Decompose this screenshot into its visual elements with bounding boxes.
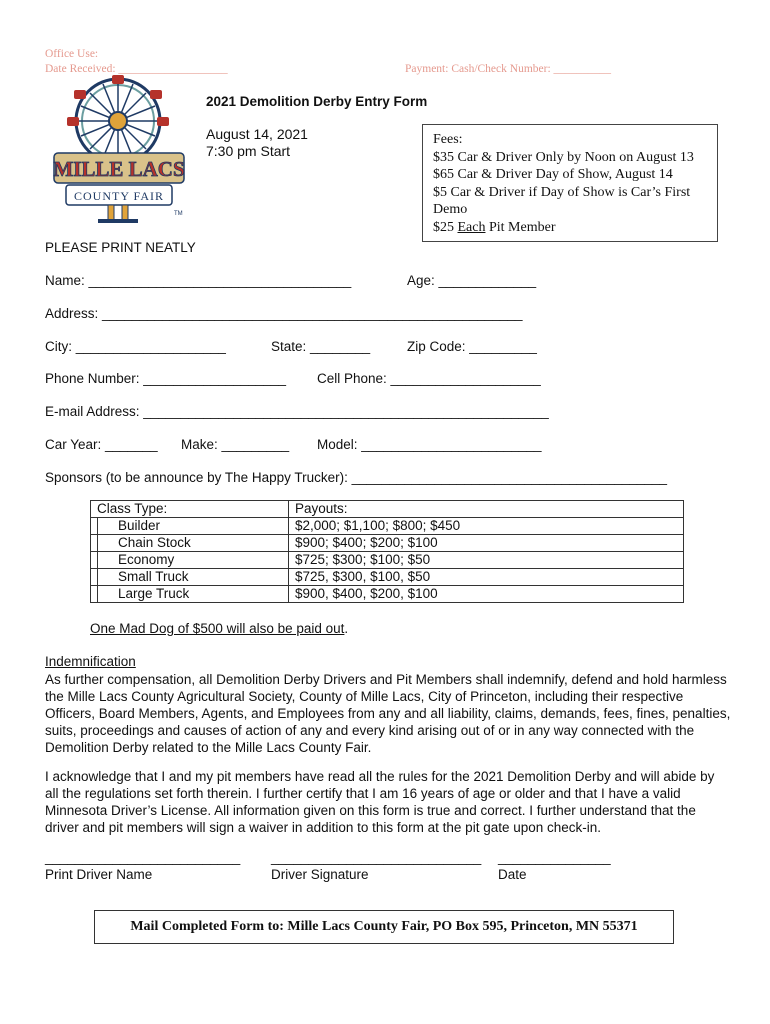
class-payout: $900; $400; $200; $100 xyxy=(289,535,684,552)
class-checkbox[interactable] xyxy=(91,535,98,552)
payment-field[interactable]: Payment: Cash/Check Number: __________ xyxy=(405,63,612,75)
name-field[interactable]: Name: ___________________________________ xyxy=(45,273,352,288)
class-name: Large Truck xyxy=(98,586,289,603)
fee-line: $5 Car & Driver if Day of Show is Car’s First xyxy=(433,184,691,200)
sponsors-field[interactable]: Sponsors (to be announce by The Happy Trucker): __________________________________________ xyxy=(45,470,668,485)
city-field[interactable]: City: ____________________ xyxy=(45,339,226,354)
car-year-field[interactable]: Car Year: _______ xyxy=(45,437,158,452)
fee-rest: Pit Member xyxy=(485,219,556,235)
fee-line: $65 Car & Driver Day of Show, August 14 xyxy=(433,167,673,182)
class-checkbox[interactable] xyxy=(91,518,98,535)
class-checkbox[interactable] xyxy=(91,552,98,569)
mad-dog-period: . xyxy=(344,621,349,636)
table-row xyxy=(91,586,684,603)
mad-dog-note xyxy=(90,621,348,636)
address-field[interactable]: Address: ________________________________________________________ xyxy=(45,306,523,321)
date-line[interactable]: _______________ xyxy=(498,850,611,865)
fee-line-pit-member xyxy=(433,219,707,237)
logo-title-text: MILLE LACS xyxy=(53,157,185,181)
print-driver-name-line[interactable]: __________________________ xyxy=(45,850,241,865)
table-row xyxy=(91,518,684,535)
logo-trademark: TM xyxy=(174,211,183,217)
table-row xyxy=(91,569,684,586)
class-payout-table xyxy=(90,500,684,603)
class-payout: $900, $400, $200, $100 xyxy=(289,586,684,603)
form-title: 2021 Demolition Derby Entry Form xyxy=(206,94,428,109)
payouts-header: Payouts: xyxy=(289,501,684,518)
email-field[interactable]: E-mail Address: ______________________________________________________ xyxy=(45,404,549,419)
mail-address-box: Mail Completed Form to: Mille Lacs County Fair, PO Box 595, Princeton, MN 55371 xyxy=(94,910,674,944)
state-field[interactable]: State: ________ xyxy=(271,339,371,354)
fee-line: Demo xyxy=(433,202,468,217)
mille-lacs-county-fair-logo xyxy=(50,75,190,227)
model-field[interactable]: Model: ________________________ xyxy=(317,437,542,452)
fee-each: Each xyxy=(457,219,486,235)
driver-signature-line[interactable]: ____________________________ xyxy=(271,850,482,865)
table-header-row xyxy=(91,501,684,518)
table-row xyxy=(91,535,684,552)
zip-code-field[interactable]: Zip Code: _________ xyxy=(407,339,537,354)
class-payout: $725; $300; $100; $50 xyxy=(289,552,684,569)
table-row xyxy=(91,552,684,569)
class-name: Small Truck xyxy=(98,569,289,586)
office-use-label: Office Use: xyxy=(45,48,99,60)
class-checkbox[interactable] xyxy=(91,569,98,586)
phone-number-field[interactable]: Phone Number: ___________________ xyxy=(45,371,286,386)
print-neatly-note: PLEASE PRINT NEATLY xyxy=(45,240,196,255)
class-name: Chain Stock xyxy=(98,535,289,552)
class-name: Economy xyxy=(98,552,289,569)
fees-title: Fees: xyxy=(433,132,463,147)
class-payout: $2,000; $1,100; $800; $450 xyxy=(289,518,684,535)
driver-signature-label: Driver Signature xyxy=(271,867,369,882)
event-date: August 14, 2021 xyxy=(206,126,308,142)
fee-line: $35 Car & Driver Only by Noon on August 13 xyxy=(433,149,694,165)
indemnification-body: As further compensation, all Demolition Derby Drivers and Pit Members shall indemnify, defend and hold harmless the Mille Lacs County Agricultural Society, County of Mille Lacs, City of Princeton, including their respective Officers, Board Members, Agents, and Employees from any and all liability, claims, demands, fees, fines, penalties, suits, proceedings and causes of action of any and every kind arising out of or in any way connected with the Demolition Derby related to the Mille Lacs County Fair. xyxy=(45,672,731,755)
class-type-header: Class Type: xyxy=(91,501,289,518)
fee-amount: $25 xyxy=(433,219,458,235)
cell-phone-field[interactable]: Cell Phone: ____________________ xyxy=(317,371,541,386)
class-checkbox[interactable] xyxy=(91,586,98,603)
mad-dog-text: One Mad Dog of $500 will also be paid out xyxy=(90,621,345,636)
age-field[interactable]: Age: _____________ xyxy=(407,273,537,288)
class-name: Builder xyxy=(98,518,289,535)
event-time: 7:30 pm Start xyxy=(206,143,291,159)
logo-subtitle-text: COUNTY FAIR xyxy=(73,189,165,203)
print-driver-name-label: Print Driver Name xyxy=(45,867,153,882)
indemnification-heading: Indemnification xyxy=(45,654,136,669)
date-label: Date xyxy=(498,867,527,882)
make-field[interactable]: Make: _________ xyxy=(181,437,290,452)
fees-box xyxy=(422,124,718,242)
date-received-field[interactable]: Date Received: ___________________ xyxy=(45,63,228,75)
class-payout: $725, $300, $100, $50 xyxy=(289,569,684,586)
acknowledgement-text: I acknowledge that I and my pit members have read all the rules for the 2021 Demolition Derby and will abide by all the regulations set forth therein. I further certify that I am 16 years of age or older and that I have a valid Minnesota Driver’s License. All information given on this form is true and correct. I further understand that the driver and pit members will sign a waiver in addition to this form at the pit gate upon check-in. xyxy=(45,769,715,835)
